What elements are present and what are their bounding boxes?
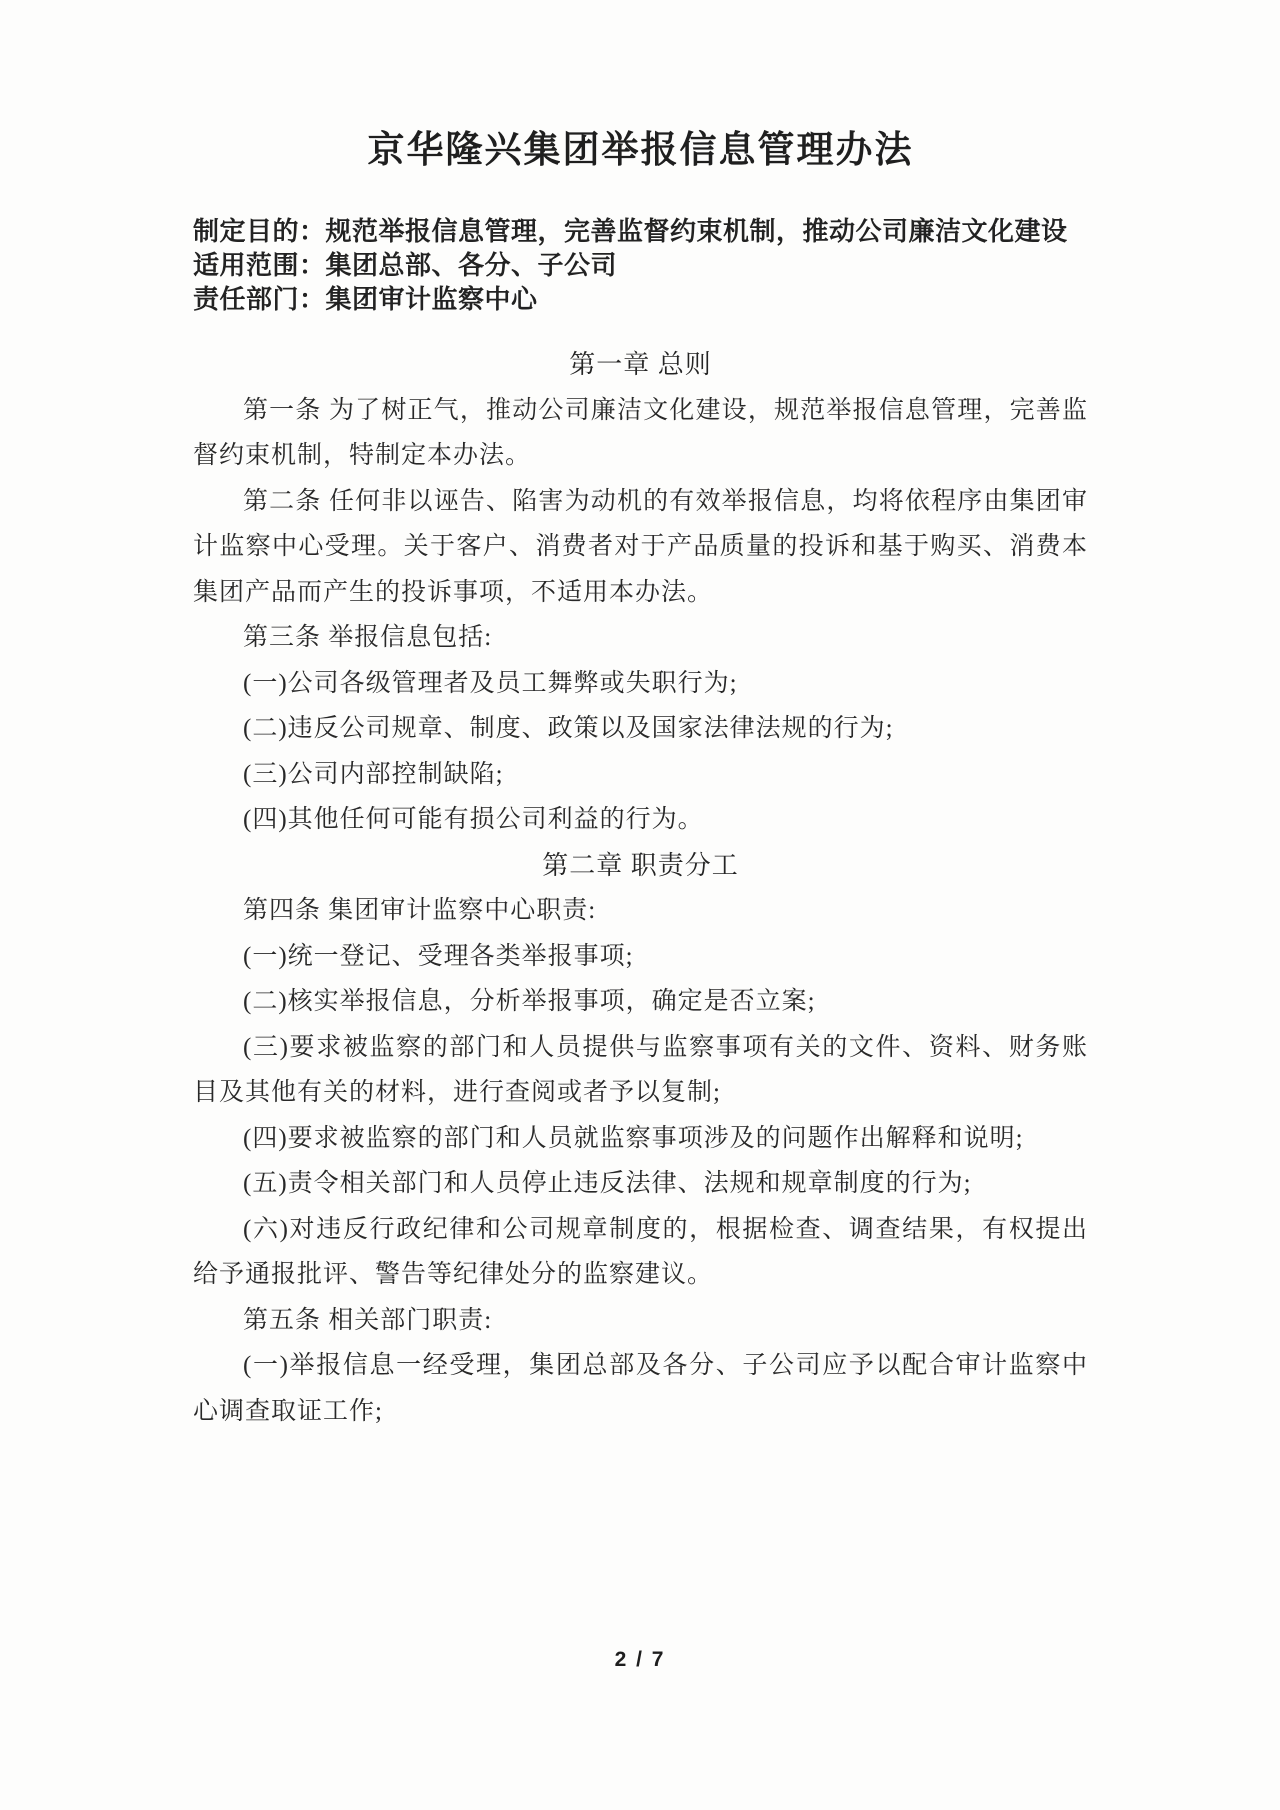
list-item-paragraph: (五)责令相关部门和人员停止违反法律、法规和规章制度的行为; <box>243 1170 972 1197</box>
meta-line-department <box>193 282 1088 316</box>
list-item-paragraph: (一)举报信息一经受理，集团总部及各分、子公司应予以配合审计监察中心调查取证工作; <box>193 1352 1088 1425</box>
list-item-paragraph: (六)对违反行政纪律和公司规章制度的，根据检查、调查结果，有权提出给予通报批评、警告等纪律处分的监察建议。 <box>193 1215 1088 1288</box>
list-item-paragraph: (二)违反公司规章、制度、政策以及国家法律法规的行为; <box>243 715 894 742</box>
meta-value: 规范举报信息管理，完善监督约束机制，推动公司廉洁文化建设 <box>325 216 1068 246</box>
meta-line-purpose <box>193 214 1088 248</box>
article-paragraph: 第四条 集团审计监察中心职责: <box>243 897 597 924</box>
meta-line-scope <box>193 248 1088 282</box>
document-body <box>193 342 1088 1434</box>
meta-value: 集团审计监察中心 <box>325 284 538 314</box>
list-item-paragraph: (四)要求被监察的部门和人员就监察事项涉及的问题作出解释和说明; <box>243 1124 1024 1152</box>
meta-label: 责任部门： <box>193 284 326 314</box>
article-paragraph: 第二条 任何非以诬告、陷害为动机的有效举报信息，均将依程序由集团审计监察中心受理。关于客户、消费者对于产品质量的投诉和基于购买、消费本集团产品而产生的投诉事项，不适用本办法。 <box>193 487 1088 606</box>
article-paragraph: 第五条 相关部门职责: <box>243 1306 493 1334</box>
doc-title: 京华隆兴集团举报信息管理办法 <box>367 129 914 170</box>
meta-block <box>193 214 1088 316</box>
list-item-paragraph: (三)要求被监察的部门和人员提供与监察事项有关的文件、资料、财务账目及其他有关的材料，进行查阅或者予以复制; <box>193 1033 1088 1106</box>
chapter-heading: 第一章 总则 <box>569 350 712 379</box>
chapter-heading: 第二章 职责分工 <box>542 850 739 880</box>
meta-label: 适用范围： <box>193 250 326 280</box>
document-content <box>193 0 1088 1434</box>
meta-value: 集团总部、各分、子公司 <box>325 250 618 280</box>
list-item-paragraph: (一)公司各级管理者及员工舞弊或失职行为; <box>243 669 738 697</box>
page-number: 2 / 7 <box>614 1648 666 1671</box>
list-item-paragraph: (三)公司内部控制缺陷; <box>243 760 504 788</box>
meta-label: 制定目的： <box>193 216 326 246</box>
list-item-paragraph: (四)其他任何可能有损公司利益的行为。 <box>243 806 704 833</box>
list-item-paragraph: (二)核实举报信息，分析举报事项，确定是否立案; <box>243 988 816 1015</box>
list-item-paragraph: (一)统一登记、受理各类举报事项; <box>243 942 634 970</box>
article-paragraph: 第三条 举报信息包括: <box>243 624 493 651</box>
article-paragraph: 第一条 为了树正气，推动公司廉洁文化建设，规范举报信息管理，完善监督约束机制，特制定本办法。 <box>193 396 1088 469</box>
